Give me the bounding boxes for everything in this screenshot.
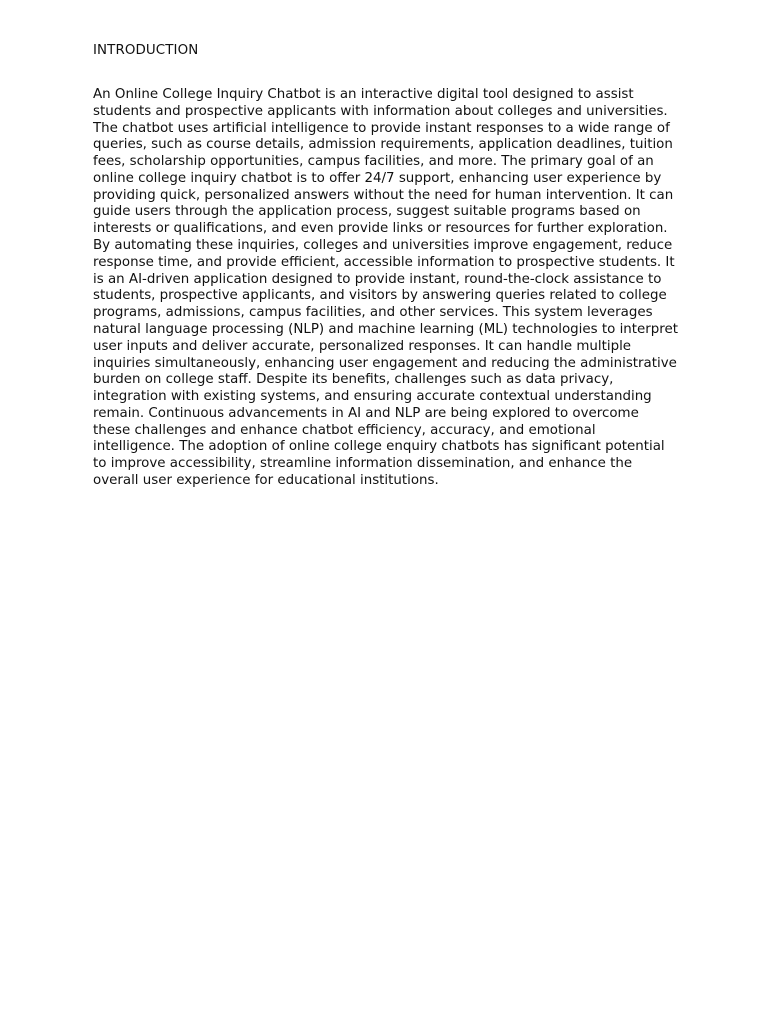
introduction-paragraph: An Online College Inquiry Chatbot is an interactive digital tool designed to assist students and prospective applicants with information about colleges and universities. The chatbot uses artificial intelligence to provide instant responses to a wide range of queries, such as course details, admission requirements, application deadlines, tuition fees, scholarship opportunities, campus facilities, and more. The primary goal of an online college inquiry chatbot is to offer 24/7 support, enhancing user experience by providing quick, personalized answers without the need for human intervention. It can guide users through the application process, suggest suitable programs based on interests or qualifications, and even provide links or resources for further exploration. By automating these inquiries, colleges and universities improve engagement, reduce response time, and provide efficient, accessible information to prospective students. It is an AI-driven application designed to provide instant, round-the-clock assistance to students, prospective applicants, and visitors by answering queries related to college programs, admissions, campus facilities, and other services. This system leverages natural language processing (NLP) and machine learning (ML) technologies to interpret user inputs and deliver accurate, personalized responses. It can handle multiple inquiries simultaneously, enhancing user engagement and reducing the administrative burden on college staff. Despite its benefits, challenges such as data privacy, integration with existing systems, and ensuring accurate contextual understanding remain. Continuous advancements in AI and NLP are being explored to overcome these challenges and enhance chatbot efficiency, accuracy, and emotional intelligence. The adoption of online college enquiry chatbots has significant potential to improve accessibility, streamline information dissemination, and enhance the overall user experience for educational institutions. xyxy=(93,87,678,488)
section-heading: INTRODUCTION xyxy=(93,43,199,58)
